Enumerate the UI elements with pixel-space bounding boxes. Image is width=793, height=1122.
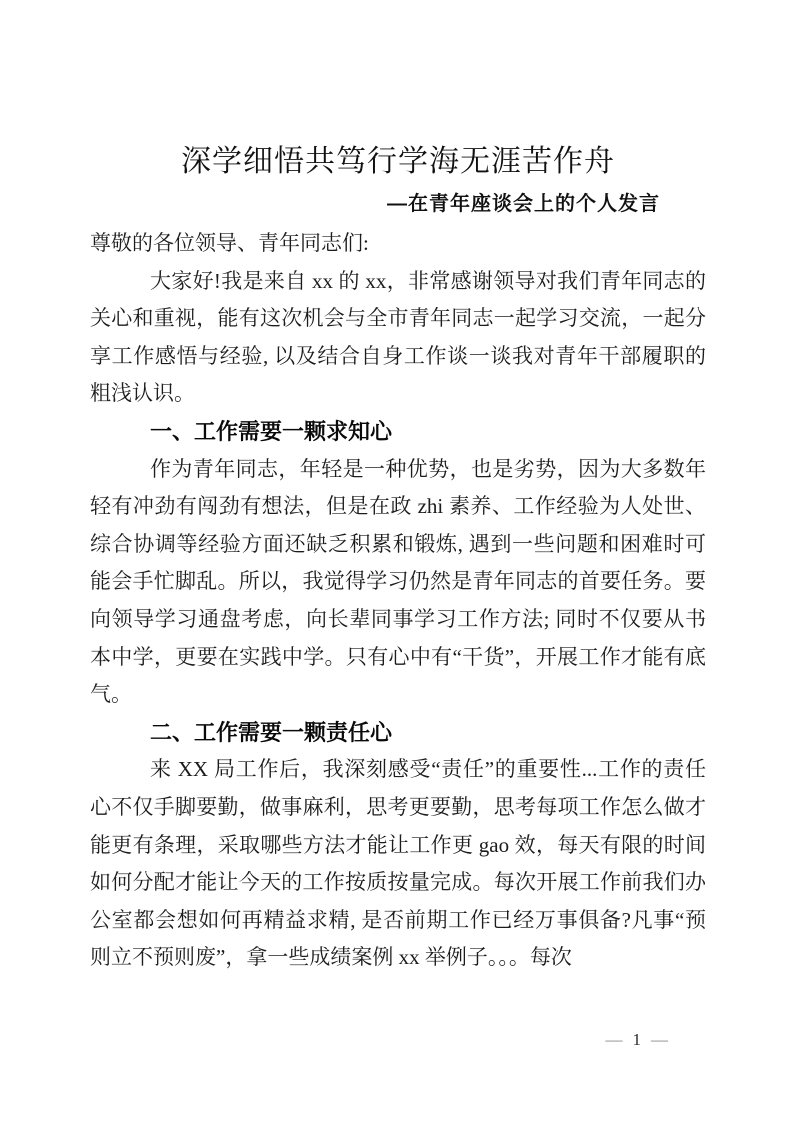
section-heading-2: 二、工作需要一颗责任心 [150,719,393,745]
page-number: 1 [632,1030,641,1049]
footer-dash-right: — [651,1030,668,1049]
salutation: 尊敬的各位领导、青年同志们: [90,231,369,255]
document-body [90,225,706,977]
paragraph-section-1: 作为青年同志，年轻是一种优势，也是劣势，因为大多数年轻有冲劲有闯劲有想法，但是在政 zhi 素养、工作经验为人处世、综合协调等经验方面还缺乏积累和锻炼, 遇到一些问题和困难时可能会手忙脚乱。所以，我觉得学习仍然是青年同志的首要任务。要向领导学习通盘考虑，向长辈同事学习工作方法; 同时不仅要从书本中学，更要在实践中学。只有心中有“干货”，开展工作才能有底气。 [90,456,706,707]
page-footer [606,1030,669,1050]
footer-dash-left: — [605,1030,623,1049]
paragraph-section-2: 来 XX 局工作后，我深刻感受“责任”的重要性...工作的责任心不仅手脚要勤，做事麻利，思考更要勤，思考每项工作怎么做才能更有条理，采取哪些方法才能让工作更 gao 效，每天有限的时间如何分配才能让今天的工作按质按量完成。每次开展工作前我们办公室都会想如何再精益求精, 是否前期工作已经万事俱备?凡事“预则立不预则废”，拿一些成绩案例 xx 举例子。。。每次 [90,757,706,970]
document-subtitle: —在青年座谈会上的个人发言 [387,193,660,215]
section-heading-1: 一、工作需要一颗求知心 [150,418,393,444]
paragraph-intro: 大家好!我是来自 xx 的 xx，非常感谢领导对我们青年同志的关心和重视，能有这次机会与全市青年同志一起学习交流，一起分享工作感悟与经验, 以及结合自身工作谈一谈我对青年干部履职的粗浅认识。 [90,268,706,406]
document-title: 深学细悟共笃行学海无涯苦作舟 [181,145,615,178]
document-content [90,0,706,977]
